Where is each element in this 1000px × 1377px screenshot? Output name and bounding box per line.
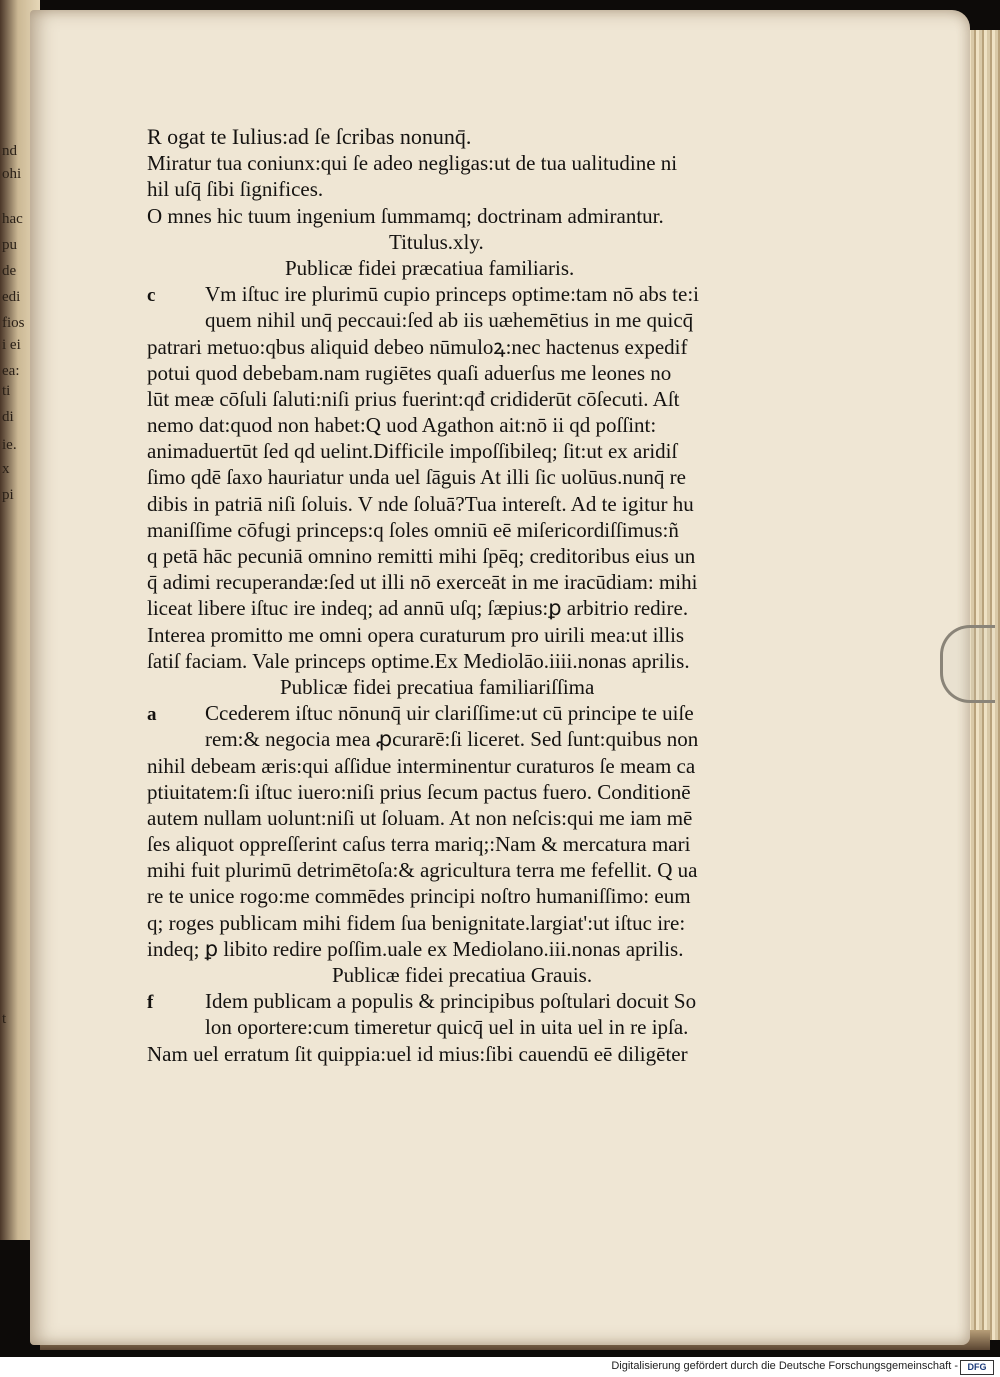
text-line: rem:& negocia mea ꝓcurarē:ſi liceret. Sed ſunt:quibus non	[205, 727, 699, 752]
facing-page-fragment: edi	[2, 289, 21, 305]
text-line: q petā hāc pecuniā omnino remitti mihi ſpēq; creditoribus eius un	[147, 544, 696, 568]
text-line: q; roges publicam mihi fidem ſua benignitate.largiat':ut iſtuc ire:	[147, 910, 686, 935]
text-line: maniſſime cōfugi princeps:q ſoles omniū eē miſericordiſſimus:ñ	[147, 517, 679, 542]
text-line: dibis in patriā niſi ſoluis. V nde ſoluā?Tua intereſt. Ad te igitur hu	[147, 491, 694, 516]
text-line: autem nullam uolunt:niſi ut ſoluam. At non neſcis:qui me iam mē	[147, 805, 693, 830]
facing-page-fragment: di	[2, 409, 14, 425]
text-line: R ogat te Iulius:ad ſe ſcribas nonunq̄.	[147, 124, 472, 149]
text-line: lon oportere:cum timeretur quicq̄ uel in uita uel in re ipſa.	[205, 1015, 689, 1040]
facing-page-fragment: ea:	[2, 363, 20, 379]
text-line	[147, 700, 777, 726]
facing-page-fragment: pi	[2, 487, 14, 503]
dfg-logo: DFG	[960, 1360, 994, 1375]
section-heading: Publicæ fidei precatiua Grauis.	[332, 963, 593, 987]
page-clip	[940, 625, 995, 703]
text-line: patrari metuo:qbus aliquid debeo nūmuloꝝ:nec hactenus expedif	[147, 334, 688, 359]
text-line-content: Vm iſtuc ire plurimū cupio princeps optime:tam nō abs te:i	[205, 282, 699, 307]
text-line: re te unice rogo:me commēdes principi noſtro humaniſſimo: eum	[147, 884, 691, 909]
text-line: liceat libere iſtuc ire indeq; ad annū uſq; ſæpius:ꝑ arbitrio redire.	[147, 596, 689, 621]
text-line-content: Idem publicam a populis & principibus poſtulari docuit So	[205, 989, 697, 1014]
text-line: lūt meæ cōſuli ſaluti:niſi prius fuerint:qđ crididerūt cōſecuti. Aſt	[147, 386, 680, 411]
text-line: ptiuitatem:ſi iſtuc iuero:niſi prius ſecum pactus fuero. Conditionē	[147, 779, 691, 804]
facing-page-fragment: x	[2, 461, 10, 477]
text-line: ſimo qdē ſaxo hauriatur unda uel ſāguis At illi ſic uolūus.nunq̄ re	[147, 465, 686, 490]
facing-page-fragment: de	[2, 263, 17, 279]
text-line-content: Ccederem iſtuc nōnunq̄ uir clariſſime:ut cū principe te uiſe	[205, 701, 694, 726]
facing-page-fragment: t	[2, 1011, 7, 1027]
text-line: animaduertūt ſed qd uelint.Difficile impoſſibileq; ſit:ut ex aridiſ	[147, 439, 678, 464]
text-line: ſes aliquot oppreſſerint caſus terra mariq;:Nam & mercatura mari	[147, 832, 691, 857]
text-line: Interea promitto me omni opera curaturum pro uirili mea:ut illis	[147, 622, 685, 647]
printed-text-block	[147, 124, 777, 1067]
facing-page-fragment: hac	[2, 211, 23, 227]
text-line: mihi fuit plurimū detrimētoſa:& agricultura terra me fefellit. Q ua	[147, 858, 698, 883]
text-line	[147, 281, 777, 307]
text-line: ſatiſ faciam. Vale princeps optime.Ex Mediolāo.iiii.nonas aprilis.	[147, 648, 690, 673]
digitization-credit: Digitalisierung gefördert durch die Deutsche Forschungsgemeinschaft -	[611, 1360, 958, 1372]
text-line	[147, 988, 777, 1014]
text-line: Nam uel erratum ſit quippia:uel id mius:ſibi cauendū eē diligēter	[147, 1041, 688, 1066]
text-line: potui quod debebam.nam rugiētes quaſi aduerſus me leones no	[147, 360, 672, 385]
facing-page-fragment: nd	[2, 143, 17, 159]
facing-page-fragment: i ei	[2, 337, 21, 353]
facing-page-fragment: ti	[2, 383, 11, 399]
facing-page-fragment: ie.	[2, 437, 17, 453]
initial-letter: c	[147, 285, 156, 307]
text-line: quem nihil unq̄ peccaui:ſed ab iis uæhemētius in me quicq̄	[205, 308, 694, 333]
section-heading: Publicæ fidei precatiua familiariſſima	[280, 674, 595, 699]
text-line: O mnes hic tuum ingenium ſummamq; doctrinam admirantur.	[147, 203, 664, 228]
facing-page-fragment: pu	[2, 237, 17, 253]
section-heading: Publicæ fidei præcatiua familiaris.	[285, 255, 575, 280]
facing-page-fragment: ohi	[2, 166, 22, 182]
initial-letter: a	[147, 704, 157, 726]
text-line: Miratur tua coniunx:qui ſe adeo negligas:ut de tua ualitudine ni	[147, 151, 678, 176]
bleed-through-text	[770, 90, 950, 590]
facing-page-fragment: fios	[2, 315, 25, 331]
text-line: indeq; ꝑ libito redire poſſim.uale ex Mediolano.iii.nonas aprilis.	[147, 936, 684, 961]
section-title: Titulus.xly.	[389, 229, 484, 254]
text-line: q̄ adimi recuperandæ:ſed ut illi nō exerceāt in me iracūdiam: mihi	[147, 570, 698, 595]
text-line: nemo dat:quod non habet:Q uod Agathon ait:nō ii qd poſſint:	[147, 413, 657, 438]
text-line: nihil debeam æris:qui aſſidue interminentur curaturos ſe meam ca	[147, 753, 696, 778]
text-line: hil uſq̄ ſibi ſignifices.	[147, 177, 324, 202]
initial-letter: f	[147, 992, 154, 1014]
